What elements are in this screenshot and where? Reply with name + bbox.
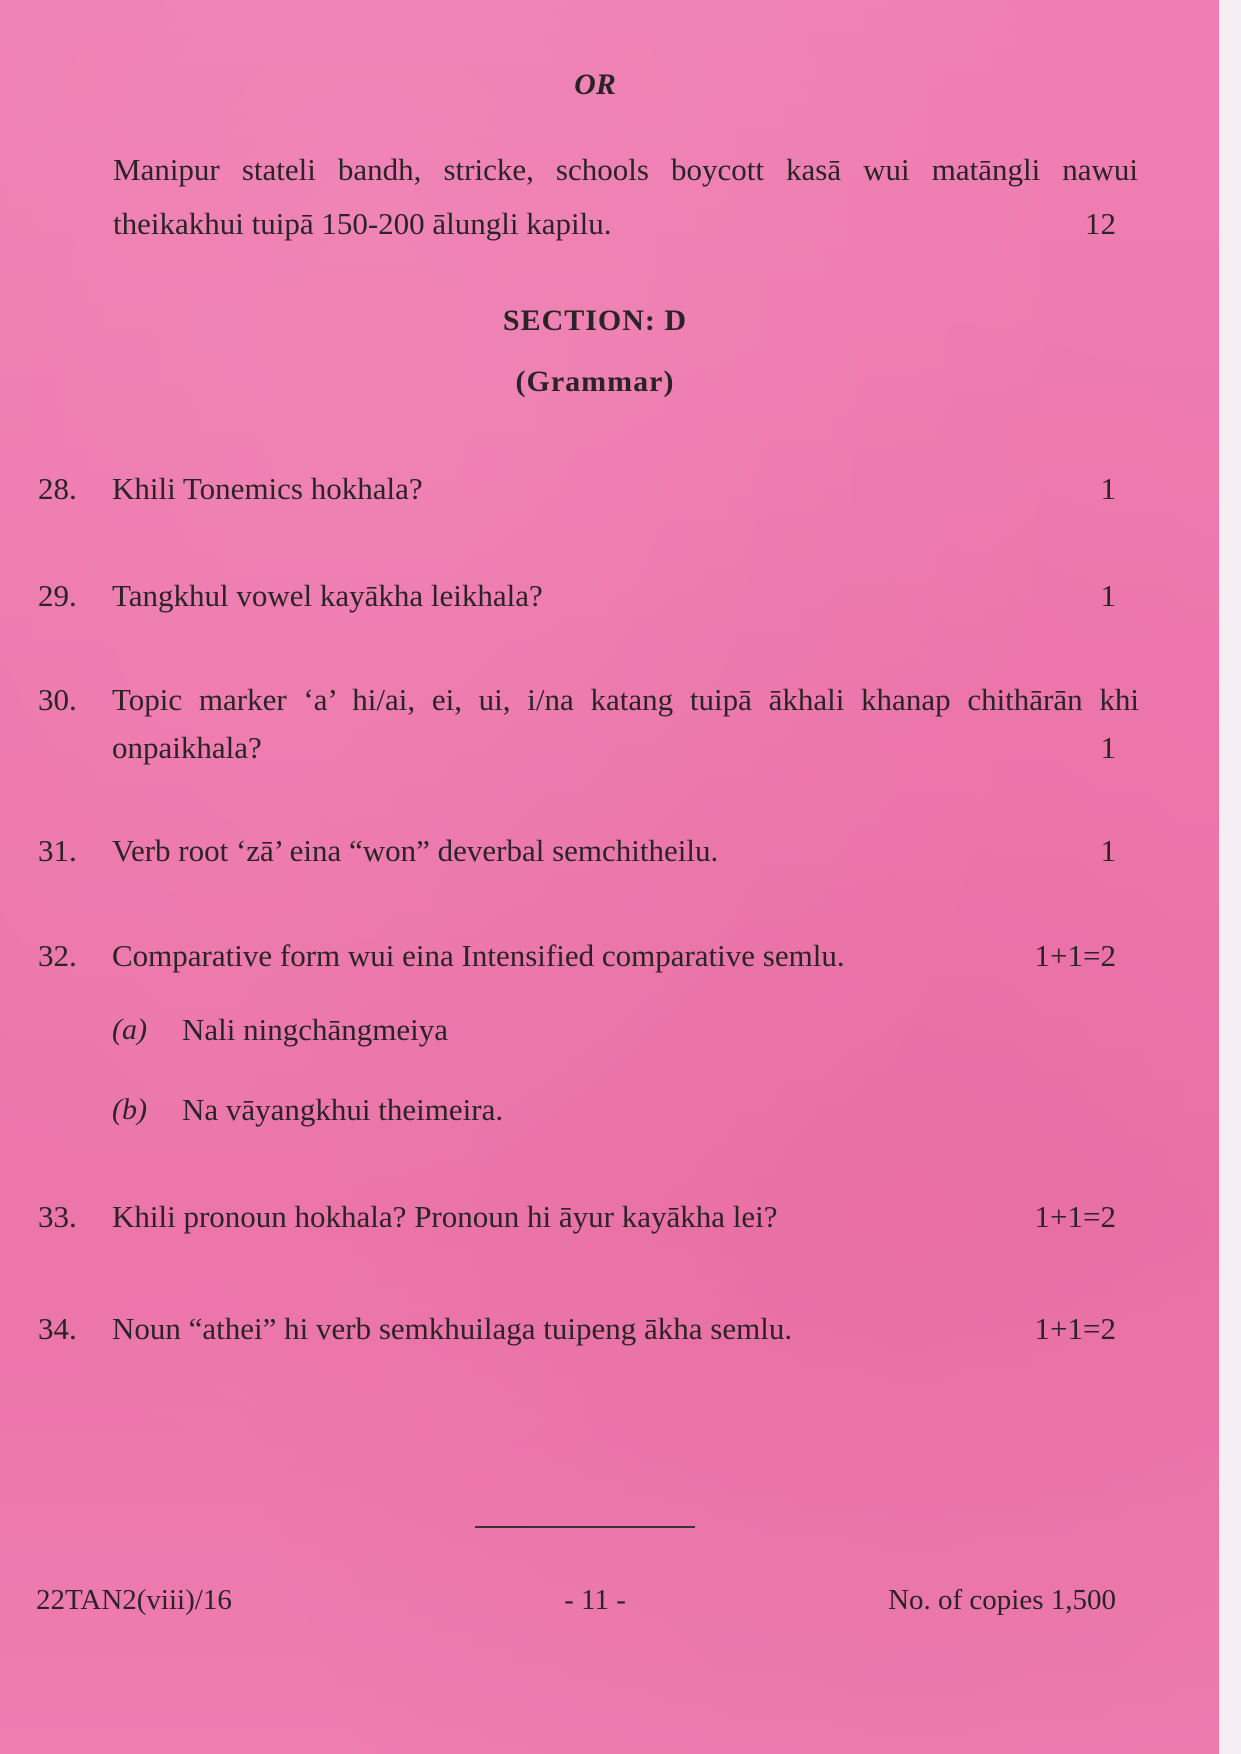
question-number: 34.: [38, 1311, 77, 1346]
question-number: 30.: [38, 682, 77, 717]
paper-code: 22TAN2(viii)/16: [36, 1584, 232, 1616]
question-marks: 1: [1100, 578, 1116, 613]
question-text: Verb root ‘zā’ eina “won” deverbal semchitheilu.: [112, 833, 719, 868]
question-number: 28.: [38, 471, 77, 506]
question-text: Khili Tonemics hokhala?: [112, 471, 423, 506]
sub-question-label: (b): [112, 1093, 147, 1126]
question-text-line-1: Topic marker ‘a’ hi/ai, ei, ui, i/na katang tuipā ākhali khanap chithārān khi: [112, 682, 1139, 717]
question-number: 31.: [38, 833, 77, 868]
page-number: - 11 -: [564, 1584, 626, 1616]
question-text: Khili pronoun hokhala? Pronoun hi āyur kayākha lei?: [112, 1199, 778, 1234]
sub-question-label: (a): [112, 1013, 147, 1046]
section-title: SECTION: D: [502, 304, 688, 337]
sub-question-text: Nali ningchāngmeiya: [182, 1012, 448, 1047]
copies-count: No. of copies 1,500: [888, 1584, 1116, 1616]
section-subtitle: (Grammar): [515, 365, 675, 398]
question-number: 33.: [38, 1199, 77, 1234]
question-marks: 1: [1100, 471, 1116, 506]
essay-prompt: [113, 143, 1138, 251]
question-text: Tangkhul vowel kayākha leikhala?: [112, 578, 543, 613]
question-text-line-2: onpaikhala?: [112, 730, 262, 765]
or-heading: OR: [574, 68, 616, 101]
question-marks: 1+1=2: [1034, 938, 1116, 973]
question-text: Comparative form wui eina Intensified comparative semlu.: [112, 938, 845, 973]
essay-marks: 12: [1085, 206, 1116, 241]
essay-prompt-line-1: Manipur stateli bandh, stricke, schools boycott kasā wui matāngli nawui: [113, 152, 1138, 187]
end-rule: [475, 1526, 695, 1528]
essay-prompt-line-2: theikakhui tuipā 150-200 ālungli kapilu.: [113, 206, 612, 241]
question-marks: 1: [1100, 833, 1116, 868]
question-number: 32.: [38, 938, 77, 973]
question-marks: 1+1=2: [1034, 1311, 1116, 1346]
question-number: 29.: [38, 578, 77, 613]
question-marks: 1+1=2: [1034, 1199, 1116, 1234]
question-text: Noun “athei” hi verb semkhuilaga tuipeng ākha semlu.: [112, 1311, 793, 1346]
sub-question-text: Na vāyangkhui theimeira.: [182, 1092, 504, 1127]
question-marks: 1: [1100, 730, 1116, 765]
